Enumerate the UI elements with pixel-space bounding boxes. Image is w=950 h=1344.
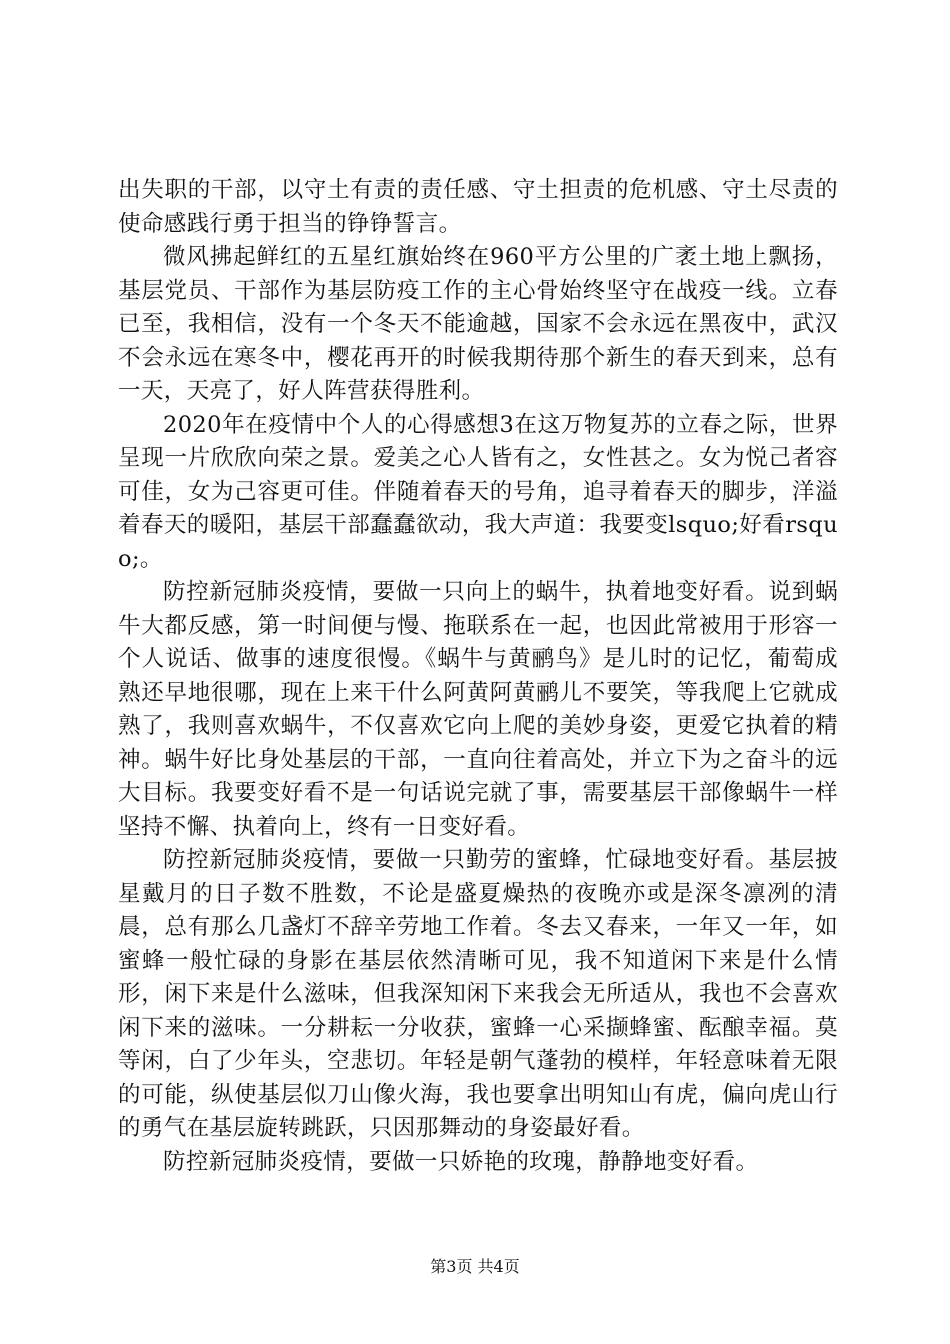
document-body: [118, 174, 838, 1179]
paragraph-5: 防控新冠肺炎疫情，要做一只勤劳的蜜蜂，忙碌地变好看。基层披星戴月的日子数不胜数，不论是盛夏燥热的夜晚亦或是深冬凛冽的清晨，总有那么几盏灯不辞辛劳地工作着。冬去又春来，一年又一年，如蜜蜂一般忙碌的身影在基层依然清晰可见，我不知道闲下来是什么情形，闲下来是什么滋味，但我深知闲下来我会无所适从，我也不会喜欢闲下来的滋味。一分耕耘一分收获，蜜蜂一心采撷蜂蜜、酝酿幸福。莫等闲，白了少年头，空悲切。年轻是朝气蓬勃的模样，年轻意味着无限的可能，纵使基层似刀山像火海，我也要拿出明知山有虎，偏向虎山行的勇气在基层旋转跳跃，只因那舞动的身姿最好看。: [118, 847, 838, 1141]
paragraph-1: 出失职的干部，以守土有责的责任感、守土担责的危机感、守土尽责的使命感践行勇于担当的铮铮誓言。: [118, 177, 838, 237]
paragraph-3: 2020年在疫情中个人的心得感想3在这万物复苏的立春之际，世界呈现一片欣欣向荣之景。爱美之心人皆有之，女性甚之。女为悦己者容可佳，女为己容更可佳。伴随着春天的号角，追寻着春天的脚步，洋溢着春天的暖阳，基层干部蠢蠢欲动，我大声道：我要变lsquo;好看rsquo;。: [118, 411, 838, 572]
paragraph-4: 防控新冠肺炎疫情，要做一只向上的蜗牛，执着地变好看。说到蜗牛大都反感，第一时间便与慢、拖联系在一起，也因此常被用于形容一个人说话、做事的速度很慢。《蜗牛与黄鹂鸟》是儿时的记忆，葡萄成熟还早地很哪，现在上来干什么阿黄阿黄鹂儿不要笑，等我爬上它就成熟了，我则喜欢蜗牛，不仅喜欢它向上爬的美妙身姿，更爱它执着的精神。蜗牛好比身处基层的干部，一直向往着高处，并立下为之奋斗的远大目标。我要变好看不是一句话说完就了事，需要基层干部像蜗牛一样坚持不懈、执着向上，终有一日变好看。: [118, 579, 838, 840]
page-number-footer: 第3页 共4页: [430, 1257, 520, 1276]
paragraph-6: 防控新冠肺炎疫情，要做一只娇艳的玫瑰，静静地变好看。: [163, 1148, 759, 1175]
paragraph-2: 微风拂起鲜红的五星红旗始终在960平方公里的广袤土地上飘扬，基层党员、干部作为基层防疫工作的主心骨始终坚守在战疫一线。立春已至，我相信，没有一个冬天不能逾越，国家不会永远在黑夜中，武汉不会永远在寒冬中，樱花再开的时候我期待那个新生的春天到来，总有一天，天亮了，好人阵营获得胜利。: [118, 244, 838, 404]
